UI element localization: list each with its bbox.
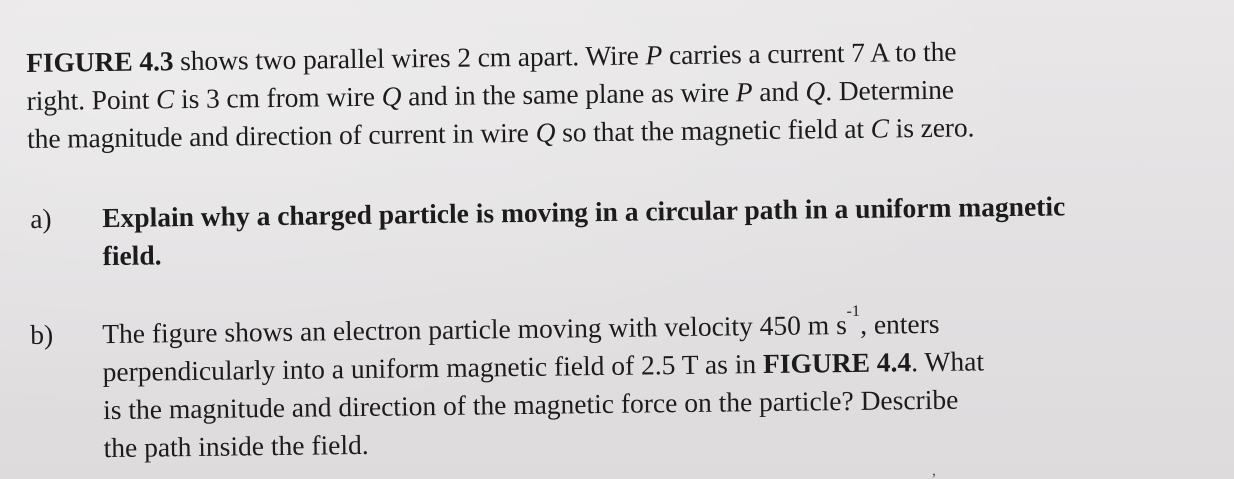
question-b-line-2: perpendicularly into a uniform magnetic field of 2.5 T as in FIGURE 4.4. What — [102, 345, 985, 388]
question-a — [30, 186, 1171, 276]
figure-ref-4-4: FIGURE 4.4 — [762, 346, 912, 380]
intro-paragraph — [26, 30, 1167, 158]
wire-q-symbol: Q — [381, 80, 402, 112]
wire-q-symbol: Q — [535, 116, 556, 148]
question-b-line-4: the path inside the field. — [103, 428, 369, 464]
point-c-symbol: C — [870, 112, 890, 144]
point-c-symbol: C — [155, 83, 175, 115]
exponent: -1 — [846, 302, 861, 321]
wire-p-symbol: P — [645, 39, 663, 71]
stray-pen-mark: , — [932, 462, 936, 479]
question-b-label: b) — [30, 318, 54, 350]
wire-p-symbol: P — [735, 76, 753, 108]
figure-ref-4-3: FIGURE 4.3 — [26, 45, 174, 78]
intro-line-1: FIGURE 4.3 shows two parallel wires 2 cm apart. Wire P carries a current 7 A to the — [26, 35, 957, 78]
question-b-line-3: is the magnitude and direction of the magnetic force on the particle? Describe — [102, 383, 959, 426]
question-a-text: Explain why a charged particle is moving in a circular path in a uniform magnetic field. — [102, 190, 1066, 272]
question-a-label: a) — [30, 202, 52, 234]
intro-line-3: the magnitude and direction of current in wire Q so that the magnetic field at C is zero. — [26, 111, 975, 154]
question-b-text — [102, 302, 1172, 467]
question-b — [30, 302, 1172, 468]
question-b-line-1: The figure shows an electron particle moving with velocity 450 m $s^{-1}$, enters — [102, 302, 940, 350]
wire-q-symbol: Q — [805, 75, 826, 107]
intro-line-2: right. Point C is 3 cm from wire Q and in the same plane as wire P and Q. Determine — [26, 73, 955, 116]
